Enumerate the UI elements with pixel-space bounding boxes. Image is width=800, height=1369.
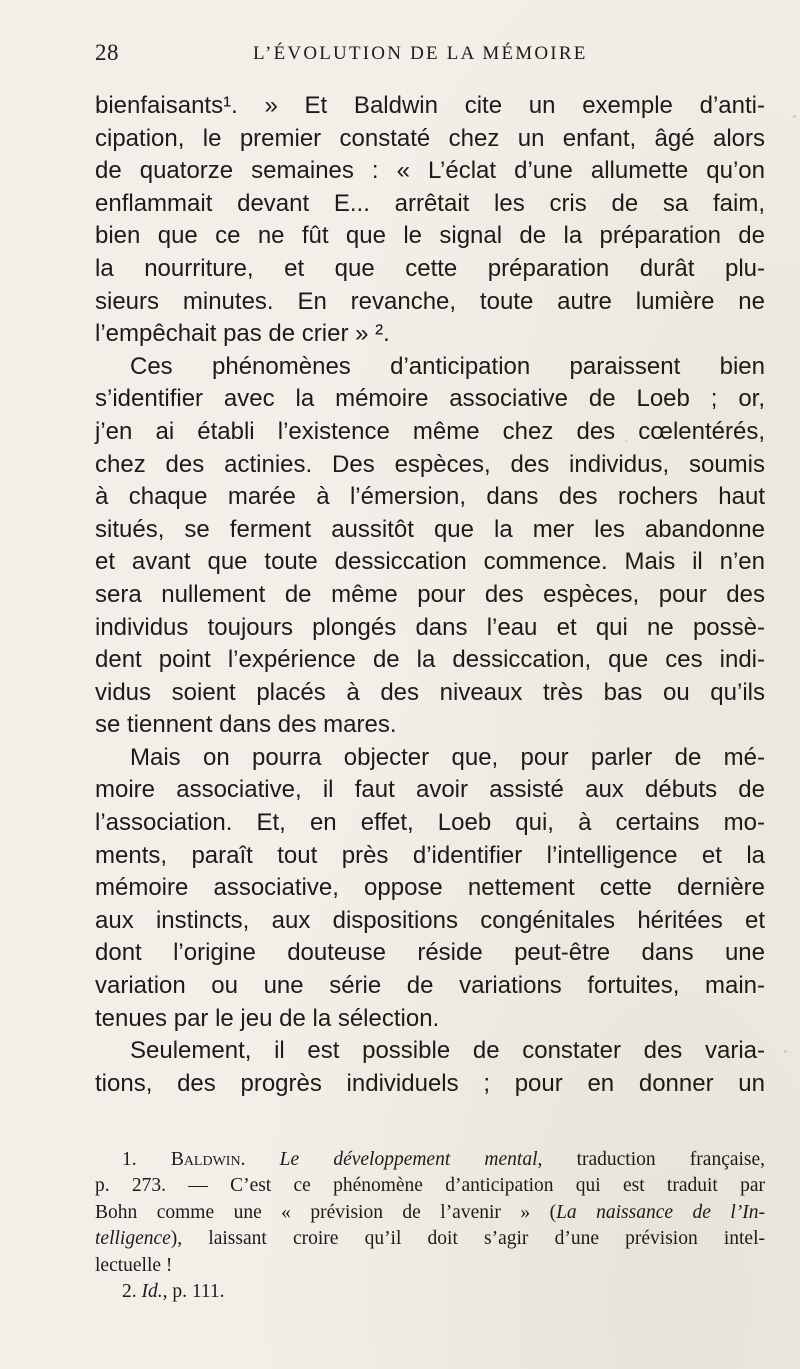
text-line: situés, se ferment aussitôt que la mer les abandonne	[95, 515, 765, 543]
page-header	[95, 40, 765, 70]
footnote-title: Le développement mental	[279, 1149, 538, 1170]
text-line: se tiennent dans des mares.	[95, 711, 397, 739]
footnote-1	[95, 1147, 765, 1173]
footnote-text: , traduction française,	[537, 1149, 766, 1170]
footnote-line	[95, 1226, 765, 1252]
footnote-2	[95, 1279, 765, 1305]
footnotes	[95, 1147, 765, 1305]
paragraph-start-line: Seulement, il est possible de constater des varia-	[130, 1037, 765, 1065]
text-line: bienfaisants¹. » Et Baldwin cite un exemple d’anti-	[95, 92, 765, 119]
text-line: cipation, le premier constaté chez un enfant, âgé alors	[95, 124, 765, 152]
running-head: L’ÉVOLUTION DE LA MÉMOIRE	[253, 43, 588, 64]
text-line: de quatorze semaines : « L’éclat d’une allumette qu’on	[95, 157, 765, 185]
footnote-line	[95, 1200, 765, 1226]
footnote-text: Bohn comme une « prévision de l’avenir » (	[95, 1201, 557, 1223]
text-line: dont l’origine douteuse réside peut-être dans une	[95, 939, 765, 967]
paragraph-start-line: Mais on pourra objecter que, pour parler de mé-	[130, 743, 765, 771]
text-line: à chaque marée à l’émersion, dans des rochers haut	[95, 483, 765, 511]
body-text	[95, 90, 765, 1100]
text-line: la nourriture, et que cette préparation durât plu-	[95, 254, 765, 282]
text-line: j’en ai établi l’existence même chez des cœlentérés,	[95, 417, 765, 445]
text-line: bien que ce ne fût que le signal de la préparation de	[95, 222, 765, 250]
text-line: tions, des progrès individuels ; pour en donner un	[95, 1069, 765, 1097]
footnote-number: 1.	[122, 1149, 137, 1170]
paper-speck	[784, 1050, 787, 1053]
text-line: aux instincts, aux dispositions congénitales héritées et	[95, 906, 765, 934]
text-line: sieurs minutes. En revanche, toute autre lumière ne	[95, 287, 765, 315]
text-line: et avant que toute dessiccation commence. Mais il n’en	[95, 548, 765, 576]
footnote-title: telligence	[95, 1228, 171, 1250]
paragraph-start-line: Ces phénomènes d’anticipation paraissent bien	[130, 352, 765, 380]
footnote-author: Baldwin.	[170, 1149, 246, 1170]
footnote-line: p. 273. — C’est ce phénomène d’anticipation qui est traduit par	[95, 1175, 765, 1197]
footnote-line: lectuelle !	[95, 1254, 173, 1276]
text-line: moire associative, il faut avoir assisté aux débuts de	[95, 776, 765, 804]
text-line: l’association. Et, en effet, Loeb qui, à certains mo-	[95, 809, 765, 837]
footnote-number: 2.	[122, 1280, 137, 1302]
text-line: l’empêchait pas de crier » ².	[95, 320, 390, 348]
text-line: enflammait devant E... arrêtait les cris de sa faim,	[95, 189, 765, 217]
paper-speck	[625, 440, 627, 442]
footnote-text: ), laissant croire qu’il doit s’agir d’une prévision intel-	[170, 1228, 765, 1250]
footnote-text: , p. 111.	[162, 1280, 225, 1302]
text-line: sera nullement de même pour des espèces, pour des	[95, 580, 765, 608]
text-line: vidus soient placés à des niveaux très bas ou qu’ils	[95, 678, 765, 706]
paper-speck	[793, 115, 796, 118]
footnote-ref: Id.	[141, 1280, 163, 1302]
text-line: tenues par le jeu de la sélection.	[95, 1004, 440, 1032]
text-line: individus toujours plongés dans l’eau et qui ne possè-	[95, 613, 765, 641]
text-line: ments, paraît tout près d’identifier l’intelligence et la	[95, 841, 765, 869]
text-line: chez des actinies. Des espèces, des individus, soumis	[95, 450, 765, 478]
text-line: dent point l’expérience de la dessiccation, que ces indi-	[95, 646, 765, 674]
text-line: s’identifier avec la mémoire associative de Loeb ; or,	[95, 385, 765, 413]
page-number: 28	[95, 40, 119, 65]
text-line: variation ou une série de variations fortuites, main-	[95, 972, 765, 1000]
footnote-title: La naissance de l’In-	[556, 1201, 765, 1223]
text-line: mémoire associative, oppose nettement cette dernière	[95, 874, 765, 902]
